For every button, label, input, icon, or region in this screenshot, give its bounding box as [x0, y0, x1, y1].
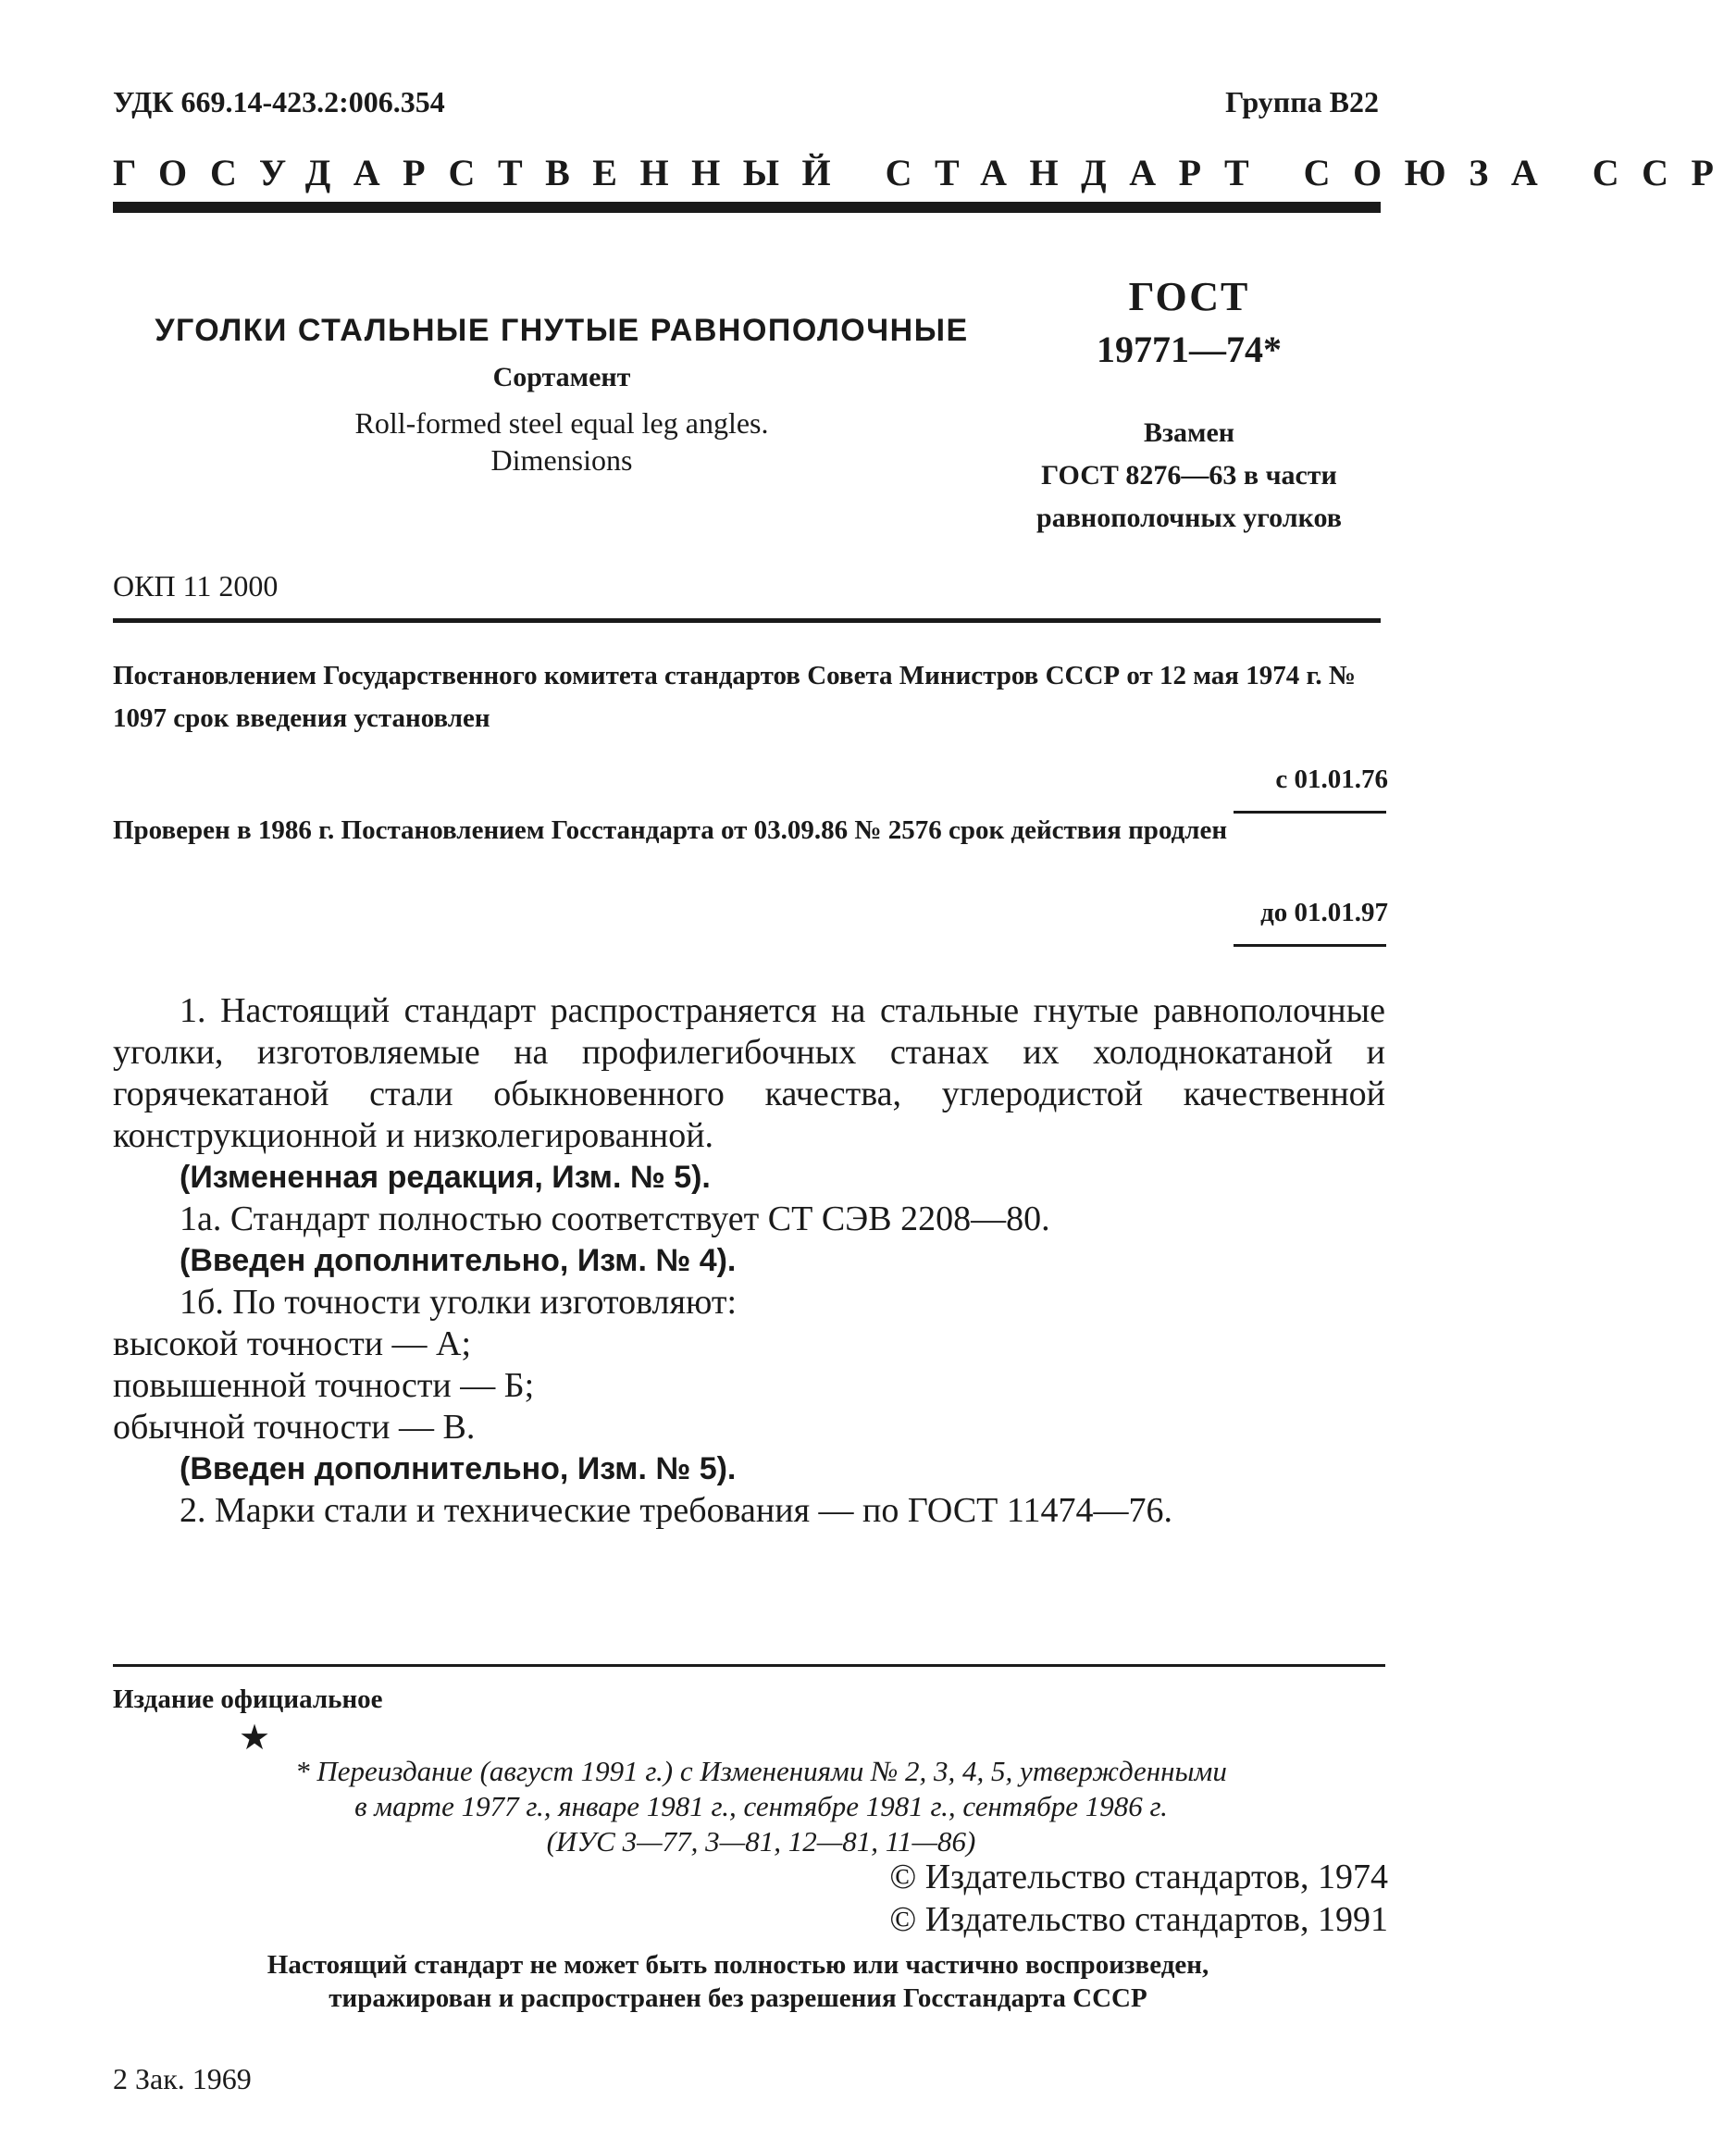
accuracy-item-3: обычной точности — В.: [113, 1408, 476, 1447]
intro-date-underline: [1234, 811, 1386, 814]
title-block: [113, 305, 1011, 478]
paragraph-1a-note: (Введен дополнительно, Изм. № 4).: [180, 1243, 737, 1278]
paragraph-1b: 1б. По точности уголки изготовляют:: [180, 1283, 738, 1322]
paragraph-2: 2. Марки стали и технические требования — по ГОСТ 11474—76.: [180, 1491, 1172, 1530]
okp-code: ОКП 11 2000: [113, 569, 279, 603]
intro-date: с 01.01.76: [1275, 764, 1388, 794]
reissue-line3: (ИУС 3—77, 3—81, 12—81, 11—86): [546, 1825, 976, 1858]
copyright-1974: © Издательство стандартов, 1974: [889, 1858, 1388, 1896]
accuracy-item-2: повышенной точности — Б;: [113, 1366, 535, 1405]
group-code: Группа В22: [1225, 85, 1379, 118]
valid-until-date: до 01.01.97: [1260, 898, 1388, 927]
state-standard-heading: ГОСУДАРСТВЕННЫЙ СТАНДАРТ СОЮЗА ССР: [113, 152, 1736, 193]
reproduction-notice: [93, 1948, 1383, 2015]
paragraph-1-note: (Измененная редакция, Изм. № 5).: [180, 1160, 711, 1195]
edition-label: Издание официальное: [113, 1684, 383, 1714]
decree-text: Постановлением Государственного комитета стандартов Совета Министров СССР от 12 мая 1974 г. № 1097 срок введения установлен: [113, 661, 1357, 733]
gost-number: 19771—74*: [1097, 329, 1282, 370]
paragraph-1b-note: (Введен дополнительно, Изм. № 5).: [180, 1451, 737, 1486]
english-title: [113, 404, 1011, 478]
reissue-line2: в марте 1977 г., январе 1981 г., сентябре 1981 г., сентябре 1986 г.: [354, 1790, 1168, 1822]
english-title-line1: Roll-formed steel equal leg angles.: [354, 406, 769, 440]
bottom-rule: [113, 1664, 1385, 1667]
reissue-note: [139, 1754, 1383, 1859]
checked-text: Проверен в 1986 г. Постановлением Госстандарта от 03.09.86 № 2576 срок действия продлен: [113, 815, 1228, 845]
udk-code: УДК 669.14-423.2:006.354: [113, 85, 445, 118]
copyright-1991: © Издательство стандартов, 1991: [889, 1900, 1388, 1939]
valid-date-underline: [1234, 944, 1386, 947]
replaces-line1: Взамен: [1143, 417, 1235, 448]
body-text: [113, 990, 1385, 1532]
accuracy-item-1: высокой точности — А;: [113, 1324, 472, 1363]
gost-block: [995, 273, 1383, 540]
reissue-line1: * Переиздание (август 1991 г.) с Изменениями № 2, 3, 4, 5, утвержденными: [295, 1755, 1227, 1787]
replaces-line2: ГОСТ 8276—63 в части: [1041, 460, 1337, 491]
notice-line2: тиражирован и распространен без разрешения Госстандарта СССР: [329, 1983, 1147, 2013]
notice-line1: Настоящий стандарт не может быть полностью или частично воспроизведен,: [267, 1950, 1209, 1980]
english-title-line2: Dimensions: [490, 443, 633, 477]
gost-label: ГОСТ: [1128, 274, 1250, 319]
replaces-line3: равнополочных уголков: [1036, 503, 1342, 533]
paragraph-1a: 1а. Стандарт полностью соответствует СТ СЭВ 2208—80.: [180, 1199, 1050, 1238]
copyright-block: [889, 1856, 1388, 1941]
replaces-note: [995, 412, 1383, 540]
paragraph-1: 1. Настоящий стандарт распространяется на стальные гнутые равнополочные уголки, изготовляемые на профилегибочных станах их холоднокатаной и горячекатаной стали обыкновенного качества, углеродистой качественной конструкционной и низколегированной.: [113, 991, 1385, 1155]
star-icon: ★: [239, 1719, 271, 1758]
order-number: 2 Зак. 1969: [113, 2062, 252, 2095]
document-title: УГОЛКИ СТАЛЬНЫЕ ГНУТЫЕ РАВНОПОЛОЧНЫЕ: [155, 313, 969, 348]
document-subtitle: Сортамент: [492, 362, 631, 392]
middle-rule: [113, 618, 1381, 623]
top-rule: [113, 202, 1381, 213]
